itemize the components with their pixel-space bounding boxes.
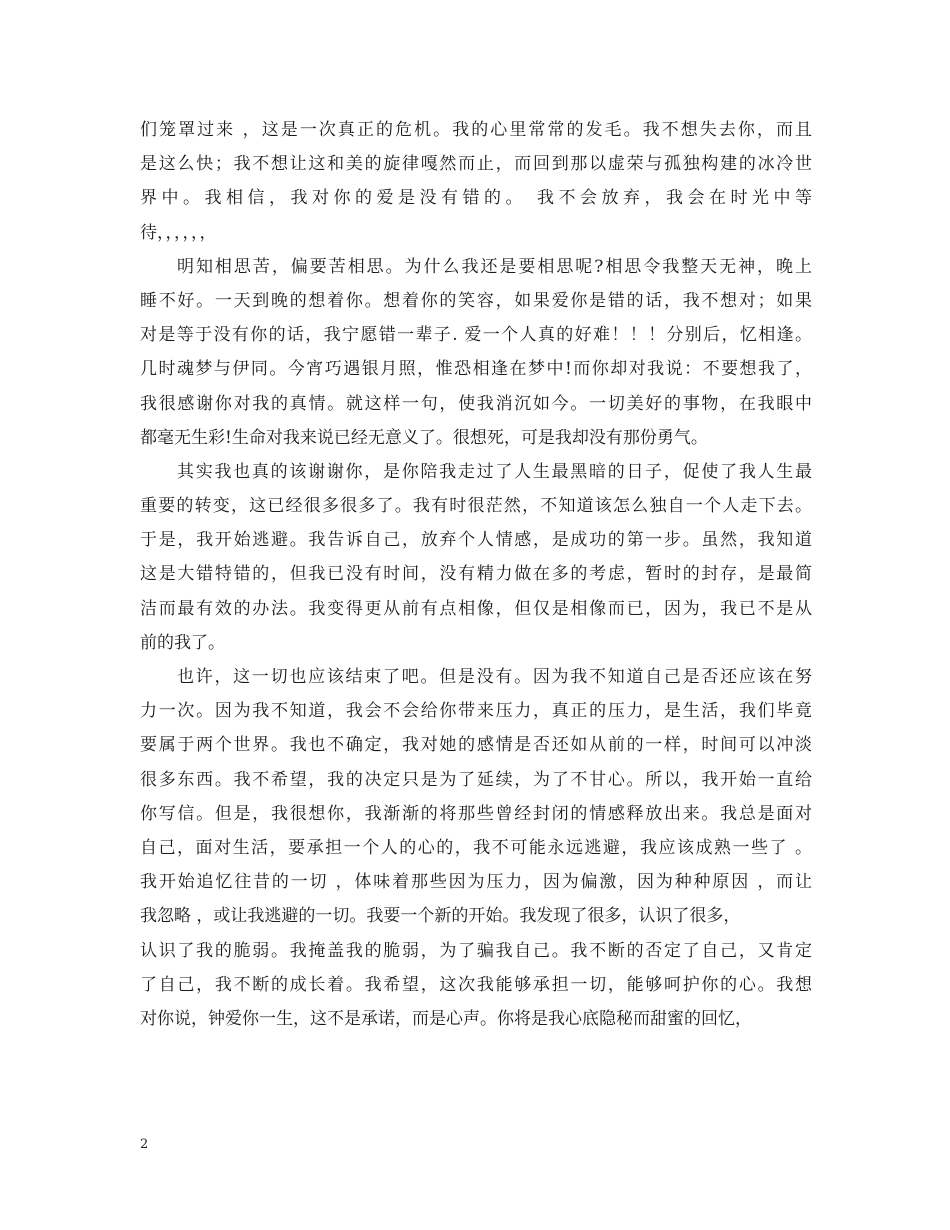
text-line: 其实我也真的该谢谢你，是你陪我走过了人生最黑暗的日子，促使了我人生最 xyxy=(177,461,812,482)
text-line: 你写信。但是，我很想你，我渐渐的将那些曾经封闭的情感释放出来。我总是面对 xyxy=(140,803,812,824)
text-line: 自己，面对生活，要承担一个人的心的，我不可能永远逃避，我应该成熟一些了 。 xyxy=(140,837,812,858)
text-line: 力一次。因为我不知道，我会不会给你带来压力，真正的压力，是生活，我们毕竟 xyxy=(140,701,812,722)
text-line: 对你说，钟爱你一生，这不是承诺，而是心声。你将是我心底隐秘而甜蜜的回忆， xyxy=(140,1008,752,1029)
text-line: 认识了我的脆弱。我掩盖我的脆弱，为了骗我自己。我不断的否定了自己，又肯定 xyxy=(140,940,812,961)
text-line: 们笼罩过来 ，这是一次真正的危机。我的心里常常的发毛。我不想失去你，而且 xyxy=(140,120,812,140)
text-line: 重要的转变，这已经很多很多了。我有时很茫然，不知道该怎么独自一个人走下去。 xyxy=(140,496,812,517)
text-line: 明知相思苦，偏要苦相思。为什么我还是要相思呢?相思令我整天无神，晚上 xyxy=(177,256,812,277)
text-line: 都毫无生彩!生命对我来说已经无意义了。很想死，可是我却没有那份勇气。 xyxy=(140,427,708,448)
text-line: 洁而最有效的办法。我变得更从前有点相像，但仅是相像而已，因为，我已不是从 xyxy=(140,598,812,619)
text-line: 很多东西。我不希望，我的决定只是为了延续，为了不甘心。所以，我开始一直给 xyxy=(140,769,812,790)
text-line: 也许，这一切也应该结束了吧。但是没有。因为我不知道自己是否还应该在努 xyxy=(177,667,812,687)
text-line: 要属于两个世界。我也不确定，我对她的感情是否还如从前的一样，时间可以冲淡 xyxy=(140,735,812,756)
text-line: 这是大错特错的，但我已没有时间，没有精力做在多的考虑，暂时的封存，是最简 xyxy=(140,564,812,585)
text-line: 界中。我相信，我对你的爱是没有错的。 我不会放弃，我会在时光中等 xyxy=(140,188,812,209)
text-line: 待，，，，，， xyxy=(140,222,217,243)
text-line: 于是，我开始逃避。我告诉自己，放弃个人情感，是成功的第一步。虽然，我知道 xyxy=(140,530,812,551)
text-line: 睡不好。一天到晚的想着你。想着你的笑容，如果爱你是错的话，我不想对；如果 xyxy=(140,290,812,311)
text-line: 是这么快；我不想让这和美的旋律嘎然而止，而回到那以虚荣与孤独构建的冰冷世 xyxy=(140,154,812,175)
text-line: 前的我了。 xyxy=(140,632,225,653)
text-line: 了自己，我不断的成长着。我希望，这次我能够承担一切，能够呵护你的心。我想 xyxy=(140,974,812,995)
text-line: 我很感谢你对我的真情。就这样一句，使我消沉如今。一切美好的事物，在我眼中 xyxy=(140,393,812,414)
body-text xyxy=(140,113,812,1036)
page-number: 2 xyxy=(140,1137,149,1152)
text-line: 对是等于没有你的话，我宁愿错一辈子. 爱一个人真的好难！！！分别后，忆相逢。 xyxy=(140,325,812,346)
text-line: 几时魂梦与伊同。今宵巧遇银月照，惟恐相逢在梦中!而你却对我说：不要想我了， xyxy=(140,359,812,380)
text-line: 我开始追忆往昔的一切 ，体味着那些因为压力，因为偏激，因为种种原因 ，而让 xyxy=(140,872,812,893)
text-line: 我忽略 ，或让我逃避的一切。我要一个新的开始。我发现了很多，认识了很多， xyxy=(140,906,741,927)
